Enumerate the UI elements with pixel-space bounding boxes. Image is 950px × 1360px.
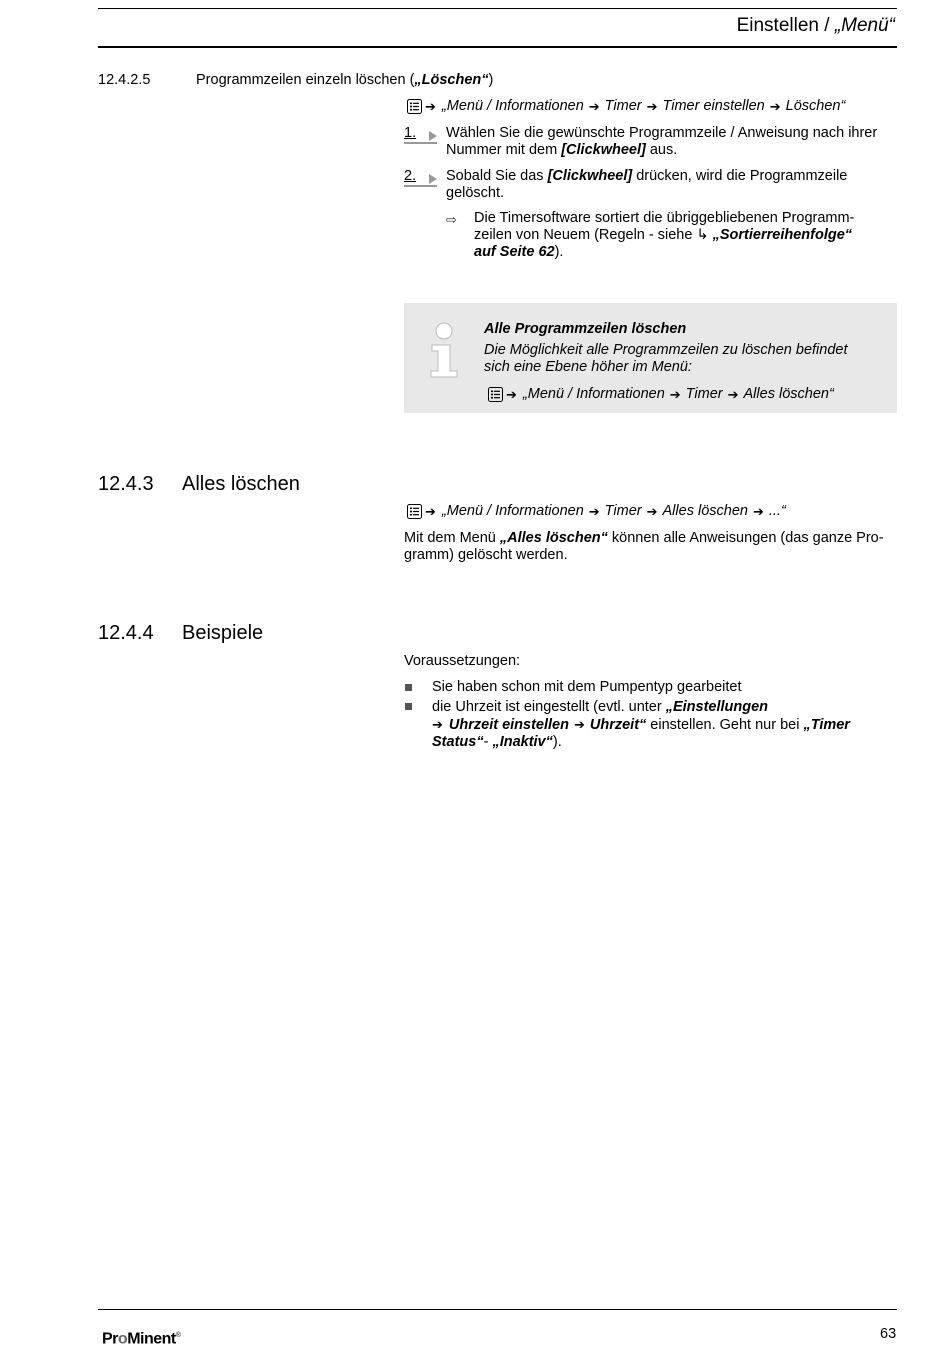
step-text: Wählen Sie die gewünschte Programmzeile / Anweisung nach ihrer Nummer mit dem [Clickwheel] aus. — [446, 125, 878, 158]
section-number: 12.4.4 — [98, 622, 154, 644]
section-title: Alles löschen — [182, 473, 300, 495]
step-marker-icon — [429, 174, 437, 184]
section-title: Beispiele — [182, 622, 264, 644]
page-number: 63 — [880, 1326, 897, 1342]
info-menu-path: ➔ „Menü / Informationen ➔ Timer ➔ Alles löschen“ — [488, 386, 834, 403]
arrow-icon: ➔ — [588, 99, 600, 114]
arrow-icon: ➔ — [669, 387, 681, 402]
arrow-icon: ➔ — [646, 99, 658, 114]
arrow-icon: ➔ — [752, 504, 764, 519]
step-marker-line — [404, 185, 437, 187]
arrow-icon: ➔ — [646, 504, 658, 519]
menu-icon — [407, 504, 422, 519]
footer-rule — [98, 1309, 897, 1310]
list-item: Sie haben schon mit dem Pumpentyp gearbeitet — [432, 679, 742, 695]
list-item: die Uhrzeit ist eingestellt (evtl. unter „Einstellungen ➔ Uhrzeit einstellen ➔ Uhrzeit“ einstellen. Geht nur bei „Timer Status“- „Inaktiv“). — [432, 699, 850, 750]
arrow-icon: ➔ — [588, 504, 600, 519]
header-top-rule — [98, 8, 897, 9]
menu-path: ➔ „Menü / Informationen ➔ Timer ➔ Timer einstellen ➔ Löschen“ — [407, 98, 845, 115]
page-reference-link[interactable]: auf Seite 62 — [474, 244, 555, 260]
arrow-icon: ➔ — [425, 504, 436, 519]
arrow-icon: ➔ — [573, 717, 585, 732]
arrow-icon: ➔ — [727, 387, 739, 402]
body-text: Mit dem Menü „Alles löschen“ können alle Anweisungen (das ganze Pro- gramm) gelöscht werden. — [404, 530, 884, 563]
menu-icon — [488, 387, 503, 402]
info-icon — [428, 321, 462, 379]
step-number: 2. — [404, 168, 417, 184]
step-text: Sobald Sie das [Clickwheel] drücken, wird die Programmzeile gelöscht. — [446, 168, 848, 201]
section-number: 12.4.2.5 — [98, 72, 151, 88]
link-icon: ↳ — [696, 227, 709, 243]
step-number: 1. — [404, 125, 417, 141]
result-text: Die Timersoftware sortiert die übriggebliebenen Programm- zeilen von Neuem (Regeln - siehe ↳ „Sortierreihenfolge“ auf Seite 62). — [474, 210, 855, 260]
arrow-icon: ➔ — [506, 387, 517, 402]
arrow-icon: ➔ — [769, 99, 781, 114]
menu-path: ➔ „Menü / Informationen ➔ Timer ➔ Alles löschen ➔ ...“ — [407, 503, 786, 520]
menu-icon — [407, 99, 422, 114]
arrow-icon: ➔ — [425, 99, 436, 114]
info-title: Alle Programmzeilen löschen — [484, 321, 687, 337]
bullet-icon — [405, 684, 412, 691]
prominent-logo: ProMinent® — [102, 1330, 181, 1348]
header-title: Einstellen / „Menü“ — [736, 15, 895, 36]
step-marker-line — [404, 142, 437, 144]
result-arrow-icon: ⇨ — [446, 212, 457, 227]
header-bottom-rule — [98, 46, 897, 48]
step-marker-icon — [429, 131, 437, 141]
section-title: Programmzeilen einzeln löschen („Löschen“) — [196, 72, 494, 88]
arrow-icon: ➔ — [432, 717, 443, 732]
bullet-icon — [405, 703, 412, 710]
info-text: Die Möglichkeit alle Programmzeilen zu löschen befindet sich eine Ebene höher im Menü: — [484, 342, 848, 375]
info-box — [404, 303, 897, 413]
cross-reference-link[interactable]: „Sortierreihenfolge“ — [712, 227, 853, 243]
section-number: 12.4.3 — [98, 473, 154, 495]
prerequisites-label: Voraussetzungen: — [404, 653, 521, 669]
